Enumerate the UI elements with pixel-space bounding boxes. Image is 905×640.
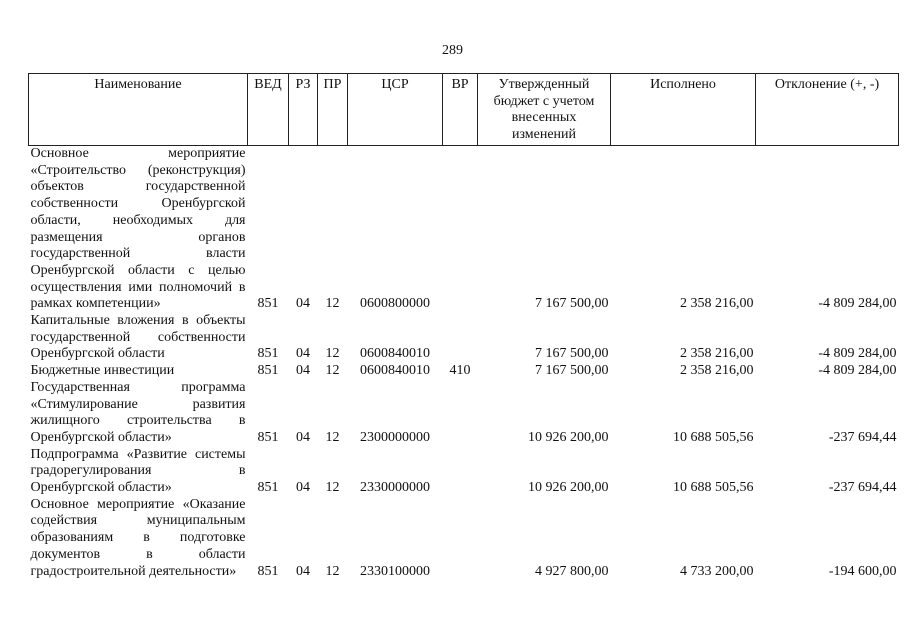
row-deviation: -237 694,44 bbox=[828, 429, 897, 445]
row-pr: 12 bbox=[325, 563, 340, 579]
row-deviation: -4 809 284,00 bbox=[818, 346, 897, 362]
row-executed: 10 688 505,56 bbox=[673, 480, 754, 496]
row-csr: 0600840010 bbox=[360, 363, 430, 379]
header-rz: РЗ bbox=[289, 74, 318, 146]
row-name: Государственная программа «Стимулирование развития жилищного строительства в Оренбургской области» bbox=[30, 379, 246, 445]
header-approved-budget: Утвержденный бюджет с учетом внесенных изменений bbox=[478, 74, 611, 146]
row-rz: 04 bbox=[296, 429, 310, 445]
row-vr bbox=[443, 313, 478, 363]
header-deviation: Отклонение (+, -) bbox=[756, 74, 899, 146]
header-ved: ВЕД bbox=[248, 74, 289, 146]
header-name: Наименование bbox=[29, 74, 248, 146]
header-pr: ПР bbox=[318, 74, 348, 146]
header-row bbox=[29, 74, 899, 146]
row-rz: 04 bbox=[296, 363, 310, 379]
row-executed: 10 688 505,56 bbox=[673, 429, 754, 445]
row-pr: 12 bbox=[325, 363, 340, 379]
row-ved: 851 bbox=[257, 346, 279, 362]
table-row bbox=[29, 313, 899, 363]
row-deviation: -4 809 284,00 bbox=[818, 363, 897, 379]
table-row bbox=[29, 380, 899, 447]
row-executed: 2 358 216,00 bbox=[680, 296, 754, 312]
table-row bbox=[29, 447, 899, 497]
row-vr bbox=[443, 146, 478, 314]
row-rz: 04 bbox=[296, 563, 310, 579]
row-rz: 04 bbox=[296, 346, 310, 362]
row-name: Основное мероприятие «Строительство (реконструкция) объектов государственной собственности Оренбургской области, необходимых для размещения органов государственной власти Оренбургской области с целью осуществления ими полномочий в рамках компетенции» bbox=[30, 146, 246, 312]
row-csr: 0600800000 bbox=[360, 296, 430, 312]
row-approved: 10 926 200,00 bbox=[528, 480, 609, 496]
row-executed: 2 358 216,00 bbox=[680, 346, 754, 362]
row-pr: 12 bbox=[325, 296, 340, 312]
row-vr bbox=[443, 497, 478, 581]
row-ved: 851 bbox=[257, 563, 279, 579]
row-rz: 04 bbox=[296, 296, 310, 312]
row-rz: 04 bbox=[296, 480, 310, 496]
row-ved: 851 bbox=[257, 480, 279, 496]
page-number: 289 bbox=[442, 43, 463, 58]
row-csr: 2330000000 bbox=[360, 480, 430, 496]
table-row bbox=[29, 146, 899, 314]
row-pr: 12 bbox=[325, 429, 340, 445]
row-approved: 10 926 200,00 bbox=[528, 429, 609, 445]
table-row bbox=[29, 363, 899, 380]
row-csr: 0600840010 bbox=[360, 346, 430, 362]
header-csr: ЦСР bbox=[348, 74, 443, 146]
row-deviation: -4 809 284,00 bbox=[818, 296, 897, 312]
row-name: Основное мероприятие «Оказание содействия муниципальным образованиям в подготовке документов в области градостроительной деятельности» bbox=[30, 496, 246, 579]
row-approved: 4 927 800,00 bbox=[535, 563, 609, 579]
row-executed: 2 358 216,00 bbox=[680, 363, 754, 379]
budget-table bbox=[28, 73, 899, 580]
row-vr bbox=[443, 447, 478, 497]
header-vr: ВР bbox=[443, 74, 478, 146]
row-deviation: -237 694,44 bbox=[828, 480, 897, 496]
row-ved: 851 bbox=[257, 296, 279, 312]
row-name: Бюджетные инвестиции bbox=[30, 363, 175, 379]
row-name: Капитальные вложения в объекты государственной собственности Оренбургской области bbox=[30, 313, 246, 362]
row-vr: 410 bbox=[449, 363, 471, 379]
row-csr: 2330100000 bbox=[360, 563, 430, 579]
row-vr bbox=[443, 380, 478, 447]
row-approved: 7 167 500,00 bbox=[535, 363, 609, 379]
row-pr: 12 bbox=[325, 346, 340, 362]
row-name: Подпрограмма «Развитие системы градорегулирования в Оренбургской области» bbox=[30, 446, 246, 496]
row-deviation: -194 600,00 bbox=[828, 563, 897, 579]
row-pr: 12 bbox=[325, 480, 340, 496]
row-ved: 851 bbox=[257, 429, 279, 445]
header-executed: Исполнено bbox=[611, 74, 756, 146]
row-approved: 7 167 500,00 bbox=[535, 346, 609, 362]
row-executed: 4 733 200,00 bbox=[680, 563, 754, 579]
row-approved: 7 167 500,00 bbox=[535, 296, 609, 312]
table-row bbox=[29, 497, 899, 581]
row-csr: 2300000000 bbox=[360, 429, 430, 445]
row-ved: 851 bbox=[257, 363, 279, 379]
